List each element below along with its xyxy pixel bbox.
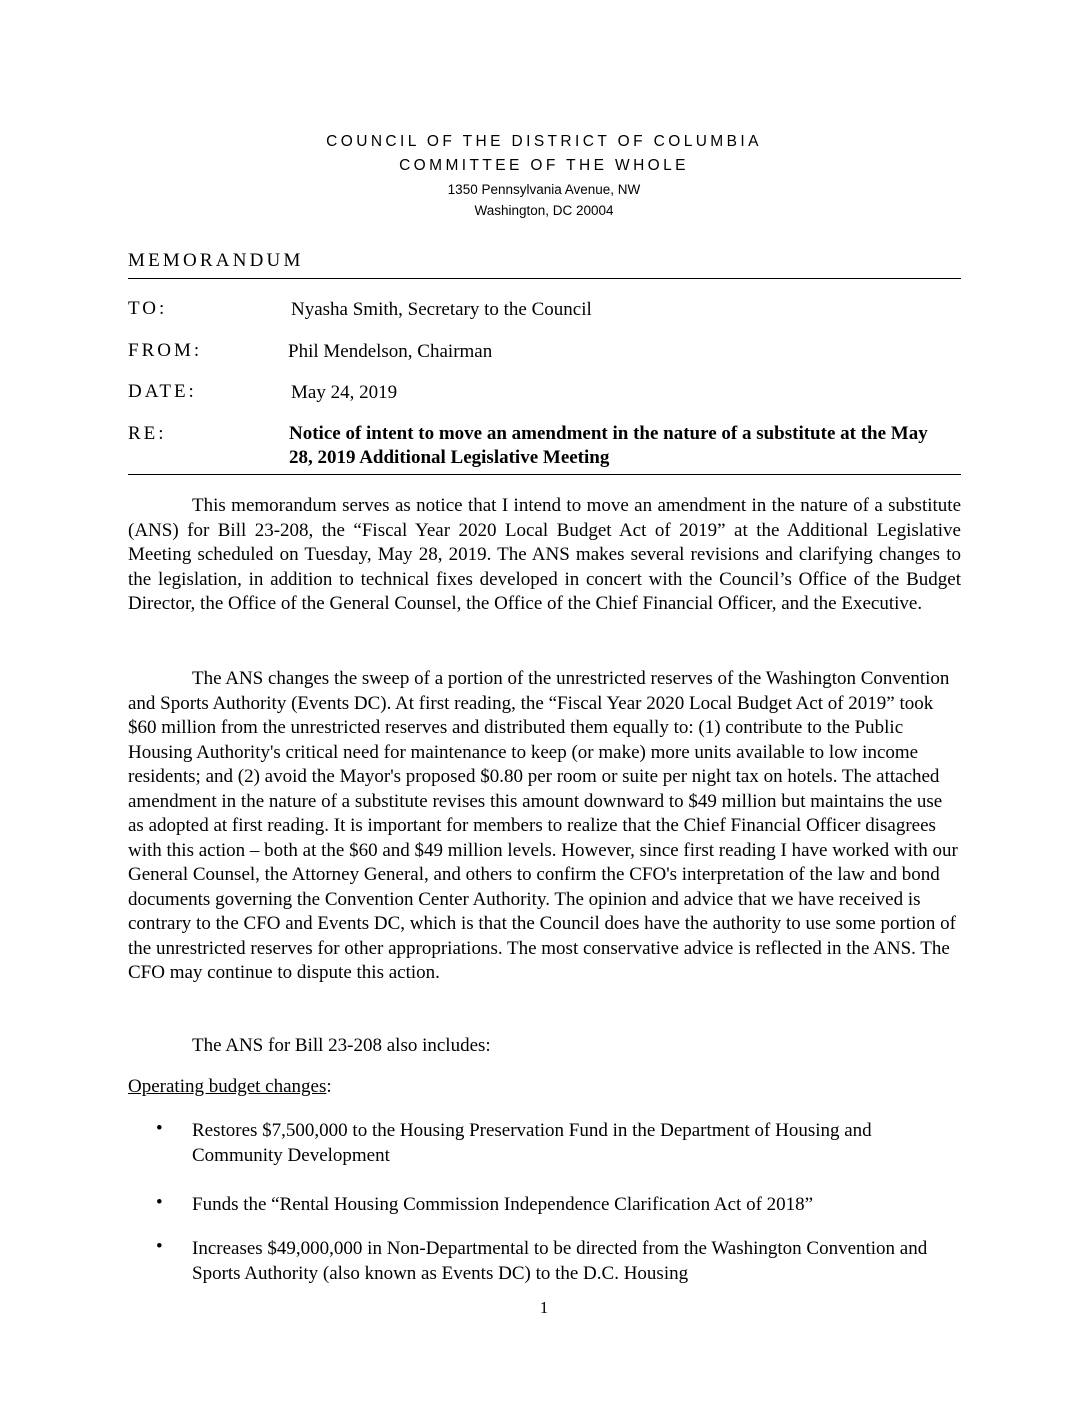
- header-divider: [128, 278, 961, 279]
- subject-divider: [128, 474, 961, 475]
- includes-paragraph: The ANS for Bill 23-208 also includes:: [192, 1035, 491, 1056]
- from-label: FROM:: [128, 340, 203, 361]
- section-heading-text: Operating budget changes: [128, 1076, 327, 1097]
- bullet-item: Funds the “Rental Housing Commission Independence Clarification Act of 2018”: [192, 1194, 814, 1215]
- address-street: 1350 Pennsylvania Avenue, NW: [447, 182, 641, 197]
- operating-budget-heading: [128, 1076, 332, 1098]
- memo-title: MEMORANDUM: [128, 250, 304, 271]
- re-label: RE:: [128, 423, 167, 444]
- from-value: Phil Mendelson, Chairman: [288, 341, 493, 362]
- page-number: 1: [539, 1298, 549, 1317]
- committee-heading: COMMITTEE OF THE WHOLE: [399, 157, 689, 174]
- council-heading: COUNCIL OF THE DISTRICT OF COLUMBIA: [326, 133, 762, 150]
- to-label: TO:: [128, 298, 168, 319]
- intro-paragraph: This memorandum serves as notice that I intend to move an amendment in the nature of a substitute (ANS) for Bill 23-208, the “Fiscal Year 2020 Local Budget Act of 2019” at the Additional Legislative Meeting scheduled on Tuesday, May 28, 2019. The ANS makes several revisions and clarifying changes to the legislation, in addition to technical fixes developed in concert with the Council’s Office of the Budget Director, the Office of the General Counsel, the Office of the Chief Financial Officer, and the Executive.: [128, 495, 961, 614]
- reserves-paragraph: The ANS changes the sweep of a portion of the unrestricted reserves of the Washington Convention and Sports Authority (Events DC). At first reading, the “Fiscal Year 2020 Local Budget Act of 2019” took $60 million from the unrestricted reserves and distributed them equally to: (1) contribute to the Public Housing Authority's critical need for maintenance to keep (or make) more units available to low income residents; and (2) avoid the Mayor's proposed $0.80 per room or suite per night tax on hotels. The attached amendment in the nature of a substitute revises this amount downward to $49 million but maintains the use as adopted at first reading. It is important for members to realize that the Chief Financial Officer disagrees with this action – both at the $60 and $49 million levels. However, since first reading I have worked with our General Counsel, the Attorney General, and others to confirm the CFO's interpretation of the law and bond documents governing the Convention Center Authority. The opinion and advice that we have received is contrary to the CFO and Events DC, which is that the Council does have the authority to use some portion of the unrestricted reserves for other appropriations. The most conservative advice is reflected in the ANS. The CFO may continue to dispute this action.: [128, 668, 958, 983]
- bullet-item: Increases $49,000,000 in Non-Departmental to be directed from the Washington Convention and Sports Authority (also known as Events DC) to the D.C. Housing: [192, 1238, 928, 1284]
- date-label: DATE:: [128, 381, 197, 402]
- to-value: Nyasha Smith, Secretary to the Council: [291, 299, 592, 320]
- date-value: May 24, 2019: [291, 382, 398, 403]
- address-city: Washington, DC 20004: [474, 203, 614, 218]
- bullet-icon: •: [156, 1236, 163, 1257]
- bullet-icon: •: [156, 1192, 163, 1213]
- bullet-icon: •: [156, 1118, 163, 1139]
- re-value: Notice of intent to move an amendment in the nature of a substitute at the May 28, 2019 Additional Legislative Meeting: [289, 423, 928, 468]
- section-heading-colon: :: [326, 1076, 332, 1097]
- bullet-item: Restores $7,500,000 to the Housing Preservation Fund in the Department of Housing and Community Development: [192, 1120, 872, 1166]
